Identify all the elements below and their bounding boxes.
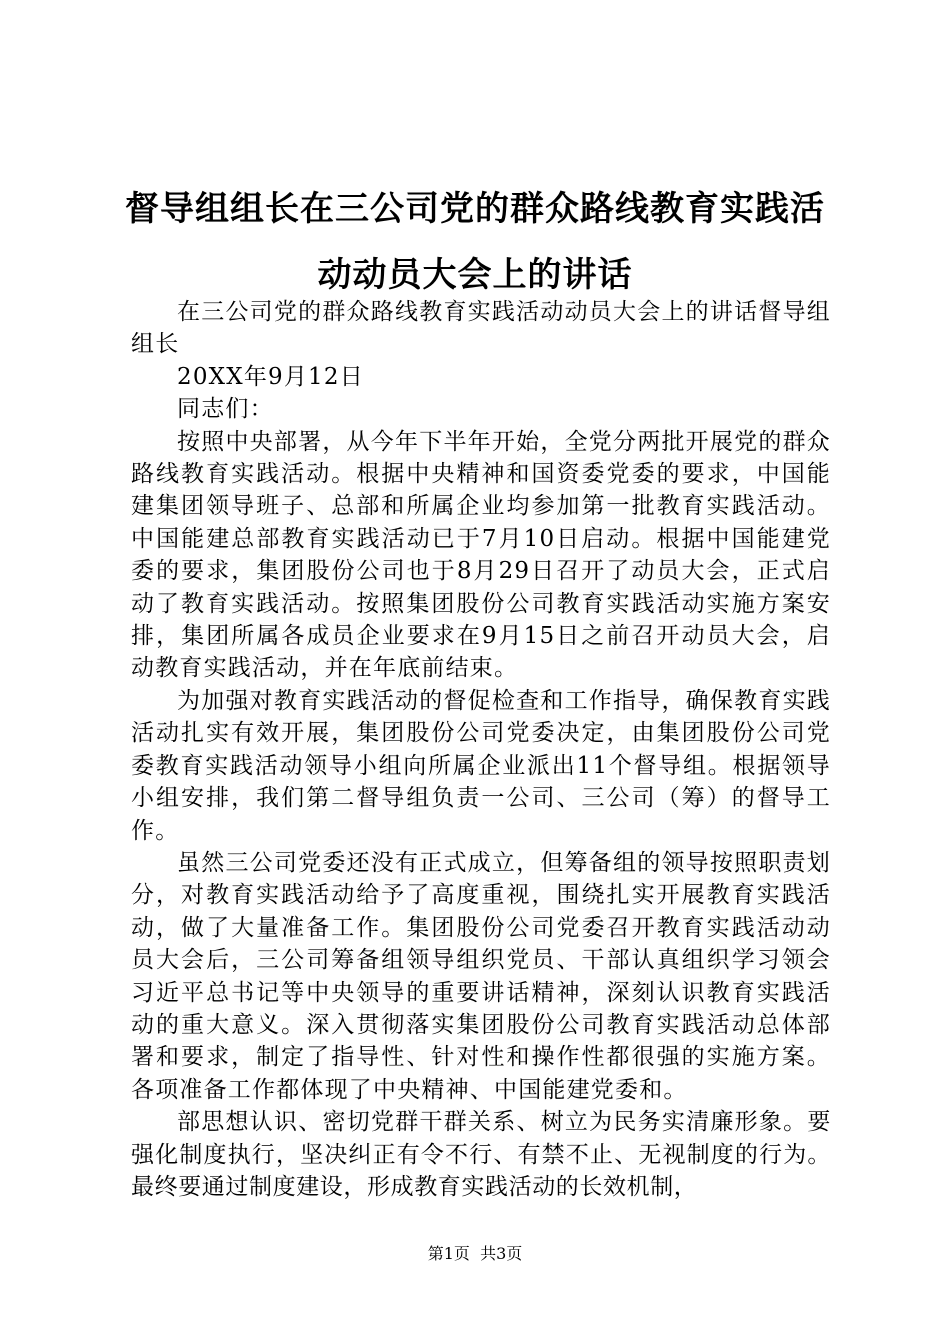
page-footer [0, 1243, 950, 1265]
speech-subtitle: 在三公司党的群众路线教育实践活动动员大会上的讲话督导组组长 [131, 299, 831, 358]
body-paragraph: 虽然三公司党委还没有正式成立，但筹备组的领导按照职责划分，对教育实践活动给予了高度重视，围绕扎实开展教育实践活动，做了大量准备工作。集团股份公司党委召开教育实践活动动员大会后，三公司筹备组领导组织党员、干部认真组织学习领会习近平总书记等中央领导的重要讲话精神，深刻认识教育实践活动的重大意义。深入贯彻落实集团股份公司教育实践活动总体部署和要求，制定了指导性、针对性和操作性都很强的实施方案。各项准备工作都体现了中央精神、中国能建党委和。 [131, 849, 831, 1103]
body-paragraph: 为加强对教育实践活动的督促检查和工作指导，确保教育实践活动扎实有效开展，集团股份公司党委决定，由集团股份公司党委教育实践活动领导小组向所属企业派出11个督导组。根据领导小组安排，我们第二督导组负责一公司、三公司（筹）的督导工作。 [131, 687, 831, 844]
page-number: 第1页 [427, 1244, 470, 1263]
document-title-line-2: 动动员大会上的讲话 [317, 255, 633, 295]
body-paragraph: 按照中央部署，从今年下半年开始，全党分两批开展党的群众路线教育实践活动。根据中央精神和国资委党委的要求，中国能建集团领导班子、总部和所属企业均参加第一批教育实践活动。中国能建总部教育实践活动已于7月10日启动。根据中国能建党委的要求，集团股份公司也于8月29日召开了动员大会，正式启动了教育实践活动。按照集团股份公司教育实践活动实施方案安排，集团所属各成员企业要求在9月15日之前召开动员大会，启动教育实践活动，并在年底前结束。 [131, 428, 831, 682]
speech-salutation: 同志们： [177, 396, 274, 423]
document-title-line-1: 督导组组长在三公司党的群众路线教育实践活 [125, 189, 825, 229]
body-paragraph: 部思想认识、密切党群干群关系、树立为民务实清廉形象。要强化制度执行，坚决纠正有令不行、有禁不止、无视制度的行为。最终要通过制度建设，形成教育实践活动的长效机制， [131, 1109, 831, 1200]
page-total: 共3页 [480, 1244, 523, 1263]
document-body [131, 296, 831, 1203]
speech-date: 20XX年9月12日 [177, 363, 364, 390]
